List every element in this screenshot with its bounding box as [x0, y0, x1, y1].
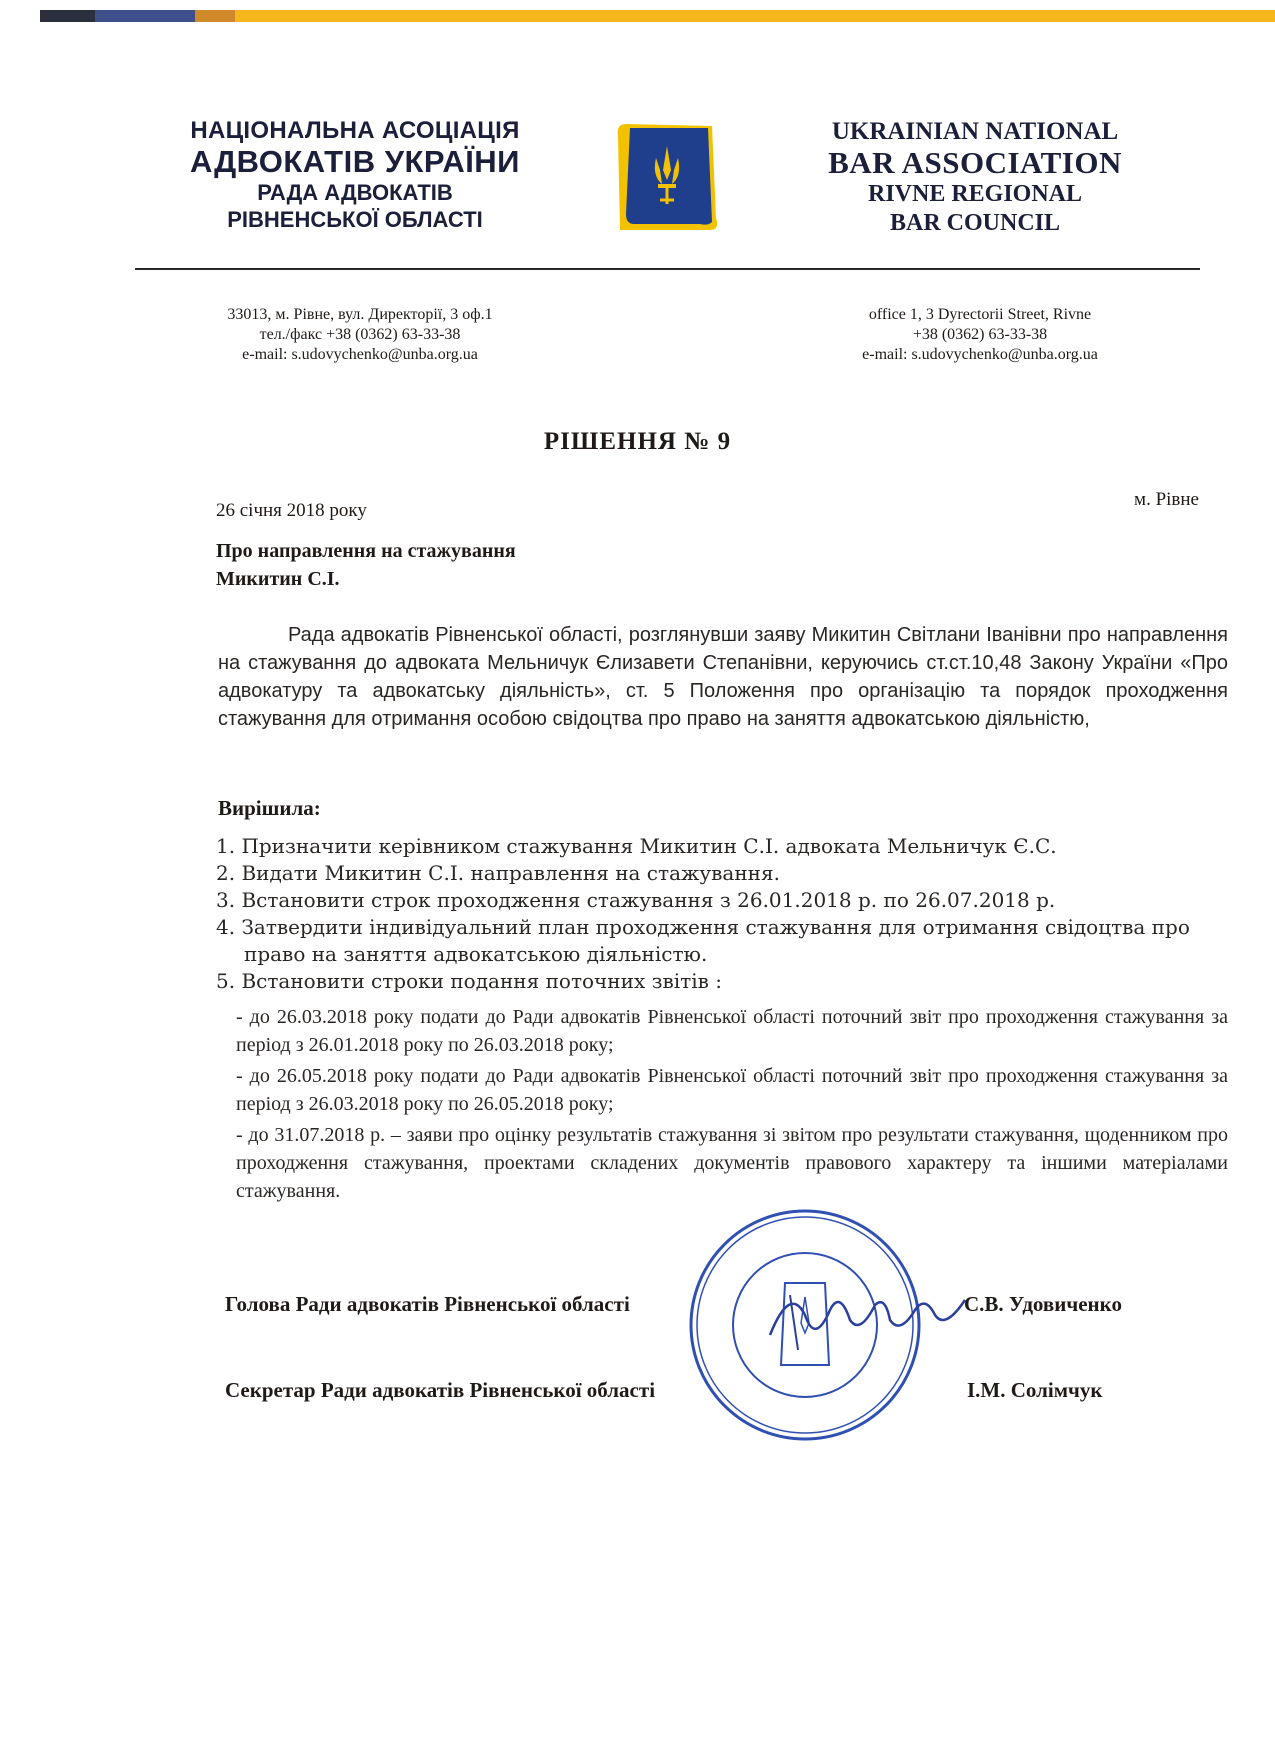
org-line-1: НАЦІОНАЛЬНА АСОЦІАЦІЯ [190, 117, 520, 144]
list-item: 2. Видати Микитин С.І. направлення на стажування. [216, 861, 780, 885]
org-line-1-en: UKRAINIAN NATIONAL [831, 118, 1119, 145]
document-city: м. Рівне [1134, 489, 1199, 510]
secretary-signature-title: Секретар Ради адвокатів Рівненської області [225, 1378, 656, 1402]
list-item-continuation [216, 941, 1226, 968]
org-line-3: РАДА АДВОКАТІВ [257, 180, 453, 205]
document-date: 26 січня 2018 року [216, 500, 367, 521]
address-line-en: office 1, 3 Dyrectorii Street, Rivne [868, 306, 1092, 323]
header-divider [135, 268, 1200, 270]
letterhead-english [810, 117, 1140, 238]
org-line-4-en: BAR COUNCIL [889, 210, 1060, 236]
head-signature-name: С.В. Удовиченко [964, 1292, 1122, 1316]
address-english [790, 305, 1170, 365]
email-line-en: e-mail: s.udovychenko@unba.org.ua [862, 346, 1098, 363]
phone-line-en: +38 (0362) 63-33-38 [912, 326, 1048, 343]
resolution-list [216, 833, 1226, 995]
list-item: 1. Призначити керівником стажування Микитин С.І. адвоката Мельничук Є.С. [216, 834, 1057, 858]
document-title: РІШЕННЯ № 9 [543, 428, 732, 455]
org-line-2-en: BAR ASSOCIATION [828, 145, 1122, 180]
email-line: e-mail: s.udovychenko@unba.org.ua [242, 346, 478, 363]
subitem: - до 26.05.2018 року подати до Ради адвокатів Рівненської області поточний звіт про проходження стажування за період з 26.03.2018 року по 26.05.2018 року; [236, 1065, 1228, 1115]
address-line: 33013, м. Рівне, вул. Директорії, 3 оф.1 [227, 306, 493, 323]
org-line-3-en: RIVNE REGIONAL [867, 181, 1083, 207]
subitem: - до 31.07.2018 р. – заяви про оцінку результатів стажування зі звітом про результати стажування, щоденником про проходження стажування, проектами складених документів правового характеру та іншими матеріалами стажування. [236, 1124, 1228, 1202]
org-line-2: АДВОКАТІВ УКРАЇНИ [190, 144, 520, 179]
subject-line-1: Про направлення на стажування [216, 540, 516, 562]
resolved-heading: Вирішила: [218, 796, 321, 820]
list-item: 3. Встановити строк проходження стажування з 26.01.2018 р. по 26.07.2018 р. [216, 888, 1056, 912]
subitem: - до 26.03.2018 року подати до Ради адвокатів Рівненської області поточний звіт про проходження стажування за період з 26.01.2018 року по 26.03.2018 року; [236, 1006, 1228, 1056]
bar-association-logo [612, 118, 722, 236]
address-ukrainian [170, 305, 550, 365]
list-item: 4. Затвердити індивідуальний план проходження стажування для отримання свідоцтва про [216, 915, 1190, 939]
phone-line: тел./факс +38 (0362) 63-33-38 [259, 326, 461, 343]
secretary-signature-name: І.М. Солімчук [967, 1378, 1103, 1402]
document-subject [216, 537, 516, 593]
head-signature-title: Голова Ради адвокатів Рівненської області [225, 1292, 630, 1316]
handwritten-signature [760, 1275, 970, 1360]
top-color-bar [40, 10, 1275, 22]
subject-line-2: Микитин С.І. [216, 568, 340, 590]
list-item-continuation-text: право на заняття адвокатською діяльністю. [244, 942, 708, 966]
org-line-4: РІВНЕНСЬКОЇ ОБЛАСТІ [227, 207, 483, 232]
preamble-paragraph: Рада адвокатів Рівненської області, розглянувши заяву Микитин Світлани Іванівни про направлення на стажування до адвоката Мельничук Єлизавети Степанівни, керуючись ст.ст.10,48 Закону України «Про адвокатуру та адвокатську діяльність», ст. 5 Положення про організацію та порядок проходження стажування для отримання особою свідоцтва про право на заняття адвокатською діяльністю, [218, 624, 1228, 730]
list-item: 5. Встановити строки подання поточних звітів : [216, 969, 722, 993]
letterhead-ukrainian [165, 117, 545, 233]
